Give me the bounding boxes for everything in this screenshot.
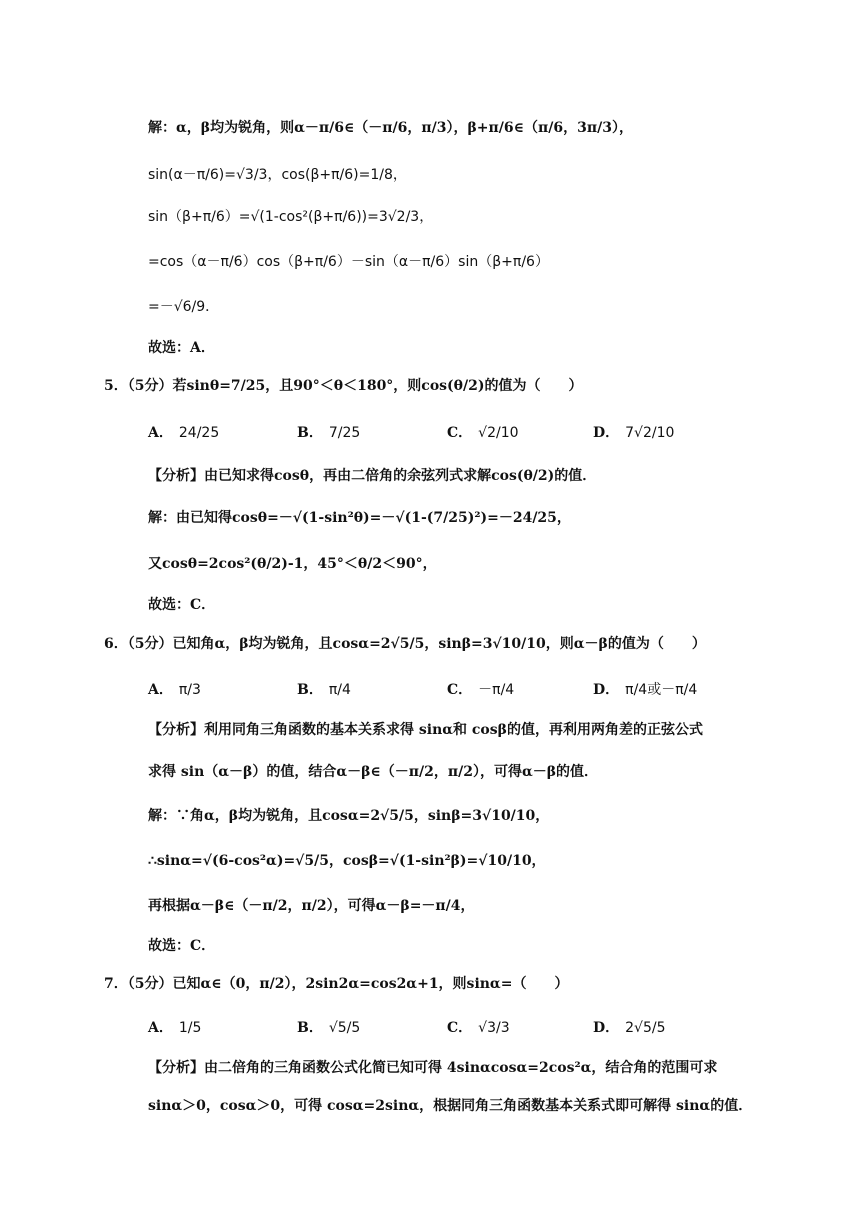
q6-solution-line-3: 再根据α－β∈（－π/2，π/2），可得α－β=－π/4， xyxy=(148,898,475,914)
q7-option-c: C． √3/3 xyxy=(447,1020,510,1036)
q6-solution-line-2: ∴sinα=√(6-cos²α)=√5/5，cosβ=√(1-sin²β)=√10/10， xyxy=(148,853,546,869)
q5-option-d: D． 7√2/10 xyxy=(593,425,675,441)
q5-option-a: A． 24/25 xyxy=(148,425,220,441)
q4-answer: 故选：A． xyxy=(148,340,215,356)
q7-stem: 7．（5分）已知α∈（0，π/2），2sin2α=cos2α+1，则sinα=（ ） xyxy=(104,976,569,992)
q6-option-d: D． π/4或－π/4 xyxy=(593,682,698,698)
q6-analysis-line-2: 求得 sin（α－β）的值，结合α－β∈（－π/2，π/2），可得α－β的值． xyxy=(148,764,599,780)
q6-solution-line-1: 解：∵角α，β均为锐角，且cosα=2√5/5，sinβ=3√10/10， xyxy=(148,808,550,824)
q4-solution-line-5: =－√6/9． xyxy=(148,299,220,315)
q6-answer: 故选：C． xyxy=(148,938,216,954)
q5-answer: 故选：C． xyxy=(148,597,216,613)
q5-solution-line-1: 解：由已知得cosθ=－√(1-sin²θ)=－√(1-(7/25)²)=－24/25， xyxy=(148,510,571,526)
q5-solution-line-2: 又cosθ=2cos²(θ/2)-1，45°＜θ/2＜90°， xyxy=(148,556,437,572)
q7-option-a: A． 1/5 xyxy=(148,1020,202,1036)
q5-option-c: C． √2/10 xyxy=(447,425,519,441)
q7-option-d: D． 2√5/5 xyxy=(593,1020,666,1036)
q6-option-a: A． π/3 xyxy=(148,682,201,698)
q5-option-b: B． 7/25 xyxy=(297,425,361,441)
q6-option-b: B． π/4 xyxy=(297,682,351,698)
q5-analysis: 【分析】由已知求得cosθ，再由二倍角的余弦列式求解cos(θ/2)的值． xyxy=(148,468,597,484)
q4-solution-line-4: =cos（α－π/6）cos（β+π/6）－sin（α－π/6）sin（β+π/6） xyxy=(148,254,549,270)
q6-option-c: C． －π/4 xyxy=(447,682,515,698)
q7-option-b: B． √5/5 xyxy=(297,1020,361,1036)
q5-stem: 5．（5分）若sinθ=7/25，且90°＜θ＜180°，则cos(θ/2)的值为（ ） xyxy=(104,378,583,394)
q4-solution-line-3: sin（β+π/6）=√(1-cos²(β+π/6))=3√2/3， xyxy=(148,209,434,225)
q7-analysis-line-1: 【分析】由二倍角的三角函数公式化简已知可得 4sinαcosα=2cos²α，结合角的范围可求 xyxy=(148,1060,718,1076)
q4-solution-line-2: sin(α－π/6)=√3/3，cos(β+π/6)=1/8， xyxy=(148,167,407,183)
q4-solution-line-1: 解：α，β均为锐角，则α－π/6∈（－π/6，π/3），β+π/6∈（π/6，3π/3）， xyxy=(148,120,633,136)
q7-analysis-line-2: sinα＞0，cosα＞0，可得 cosα=2sinα，根据同角三角函数基本关系式即可解得 sinα的值． xyxy=(148,1098,753,1114)
q6-stem: 6．（5分）已知角α，β均为锐角，且cosα=2√5/5，sinβ=3√10/10，则α－β的值为（ ） xyxy=(104,636,706,652)
q6-analysis-line-1: 【分析】利用同角三角函数的基本关系求得 sinα和 cosβ的值，再利用两角差的正弦公式 xyxy=(148,722,703,738)
